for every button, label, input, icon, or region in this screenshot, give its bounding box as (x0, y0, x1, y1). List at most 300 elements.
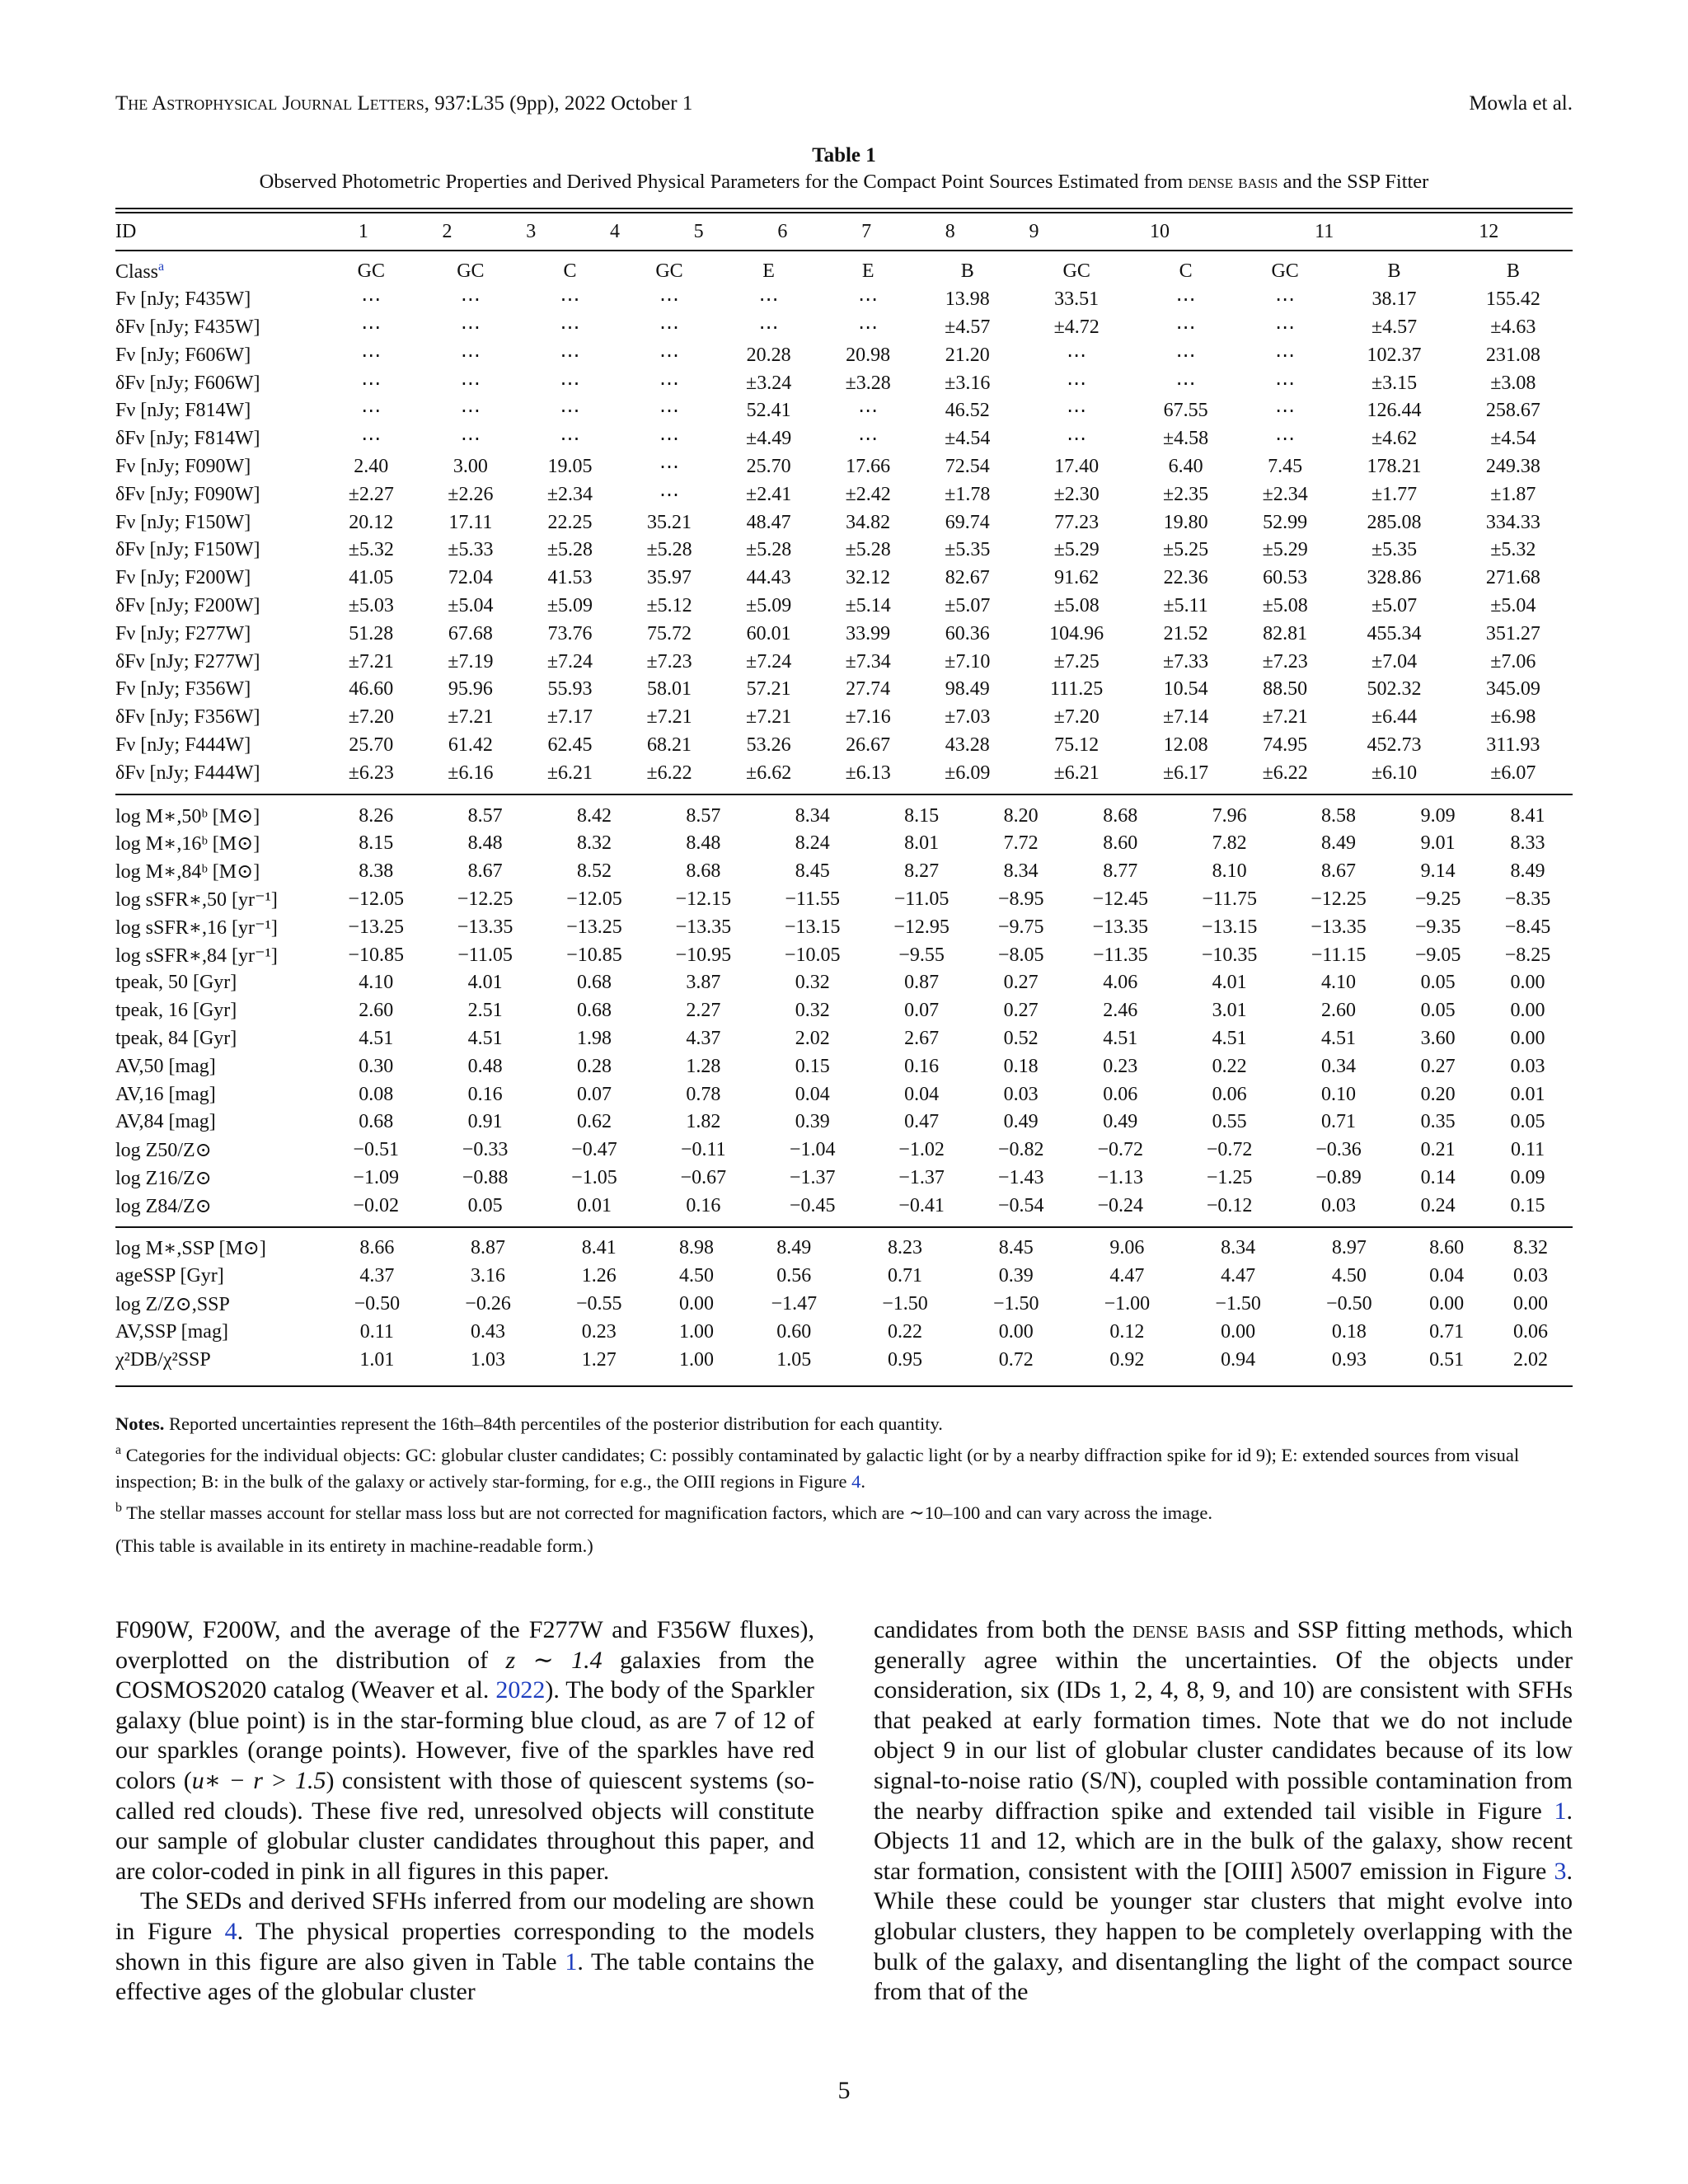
table-row (115, 830, 1573, 858)
table-cell: 249.38 (1485, 455, 1540, 477)
table-cell: −13.25 (566, 916, 622, 938)
table-cell: −8.95 (997, 888, 1044, 910)
table-cell: 8.26 (359, 804, 394, 827)
row-label: Fν [nJy; F444W] (115, 733, 251, 756)
table-cell: 10.54 (1163, 678, 1208, 701)
table-cell: ±3.08 (1490, 372, 1536, 394)
table-cell: 4.50 (1331, 1265, 1367, 1287)
table-cell: −12.25 (457, 888, 513, 910)
table-cell: 8.77 (1103, 860, 1138, 883)
footnote-b: $^b$ The stellar masses account for stellar mass loss but are not corrected for magnification factors, which are ∼10–100 and can vary across the image. (115, 1501, 1212, 1523)
table-cell: ±6.10 (1371, 762, 1418, 784)
table-cell: 0.16 (904, 1055, 940, 1077)
table-cell: 4.37 (359, 1265, 395, 1287)
table-cell: −0.67 (680, 1166, 727, 1188)
running-authors: Mowla et al. (1469, 92, 1573, 115)
table-cell: 34.82 (846, 511, 891, 533)
table-cell: ±2.30 (1053, 483, 1100, 505)
table-cell: −8.05 (997, 944, 1044, 966)
table-cell: 452.73 (1367, 733, 1422, 756)
table-cell: 0.71 (1429, 1320, 1465, 1343)
table-cell: 8.67 (467, 860, 503, 883)
table-row (115, 802, 1573, 830)
table-cell: ⋯ (1275, 401, 1296, 423)
table-cell: 8.57 (467, 804, 503, 827)
table-cell: 0.68 (576, 972, 612, 994)
table-cell: ±2.34 (1262, 483, 1308, 505)
row-label: Fν [nJy; F150W] (115, 511, 251, 533)
table-cell: ±7.21 (646, 706, 692, 729)
table-header (115, 213, 1573, 250)
table-cell: 2.60 (359, 1000, 394, 1022)
table-cell: 0.05 (1510, 1111, 1545, 1133)
figure-3-link[interactable]: 3 (1554, 1857, 1567, 1885)
table-cell: 35.97 (647, 567, 692, 589)
table-cell: −12.45 (1092, 888, 1149, 910)
table-cell: −8.25 (1504, 944, 1551, 966)
table-cell: −12.15 (675, 888, 732, 910)
table-cell: −1.00 (1104, 1293, 1151, 1315)
table-cell: 8.32 (576, 832, 612, 855)
table-cell: −11.15 (1311, 944, 1367, 966)
table-cell: −0.47 (571, 1139, 617, 1161)
class-label: Class$^a$ (115, 260, 165, 284)
table-cell: ±5.35 (945, 539, 991, 561)
row-label: Fν [nJy; F356W] (115, 678, 251, 701)
table-cell: ±6.21 (546, 762, 593, 784)
table-cell: ⋯ (361, 429, 382, 451)
table-cell: 57.21 (746, 678, 791, 701)
table-cell: 0.07 (576, 1083, 612, 1105)
table-cell: 52.99 (1263, 511, 1308, 533)
table-cell: ⋯ (460, 429, 481, 451)
row-label: δFν [nJy; F200W] (115, 594, 260, 616)
table-row (115, 997, 1573, 1025)
id-header-cell: 3 (526, 220, 537, 242)
id-header-cell: 9 (1029, 220, 1039, 242)
table-cell: 53.26 (746, 733, 791, 756)
table-cell: 0.68 (359, 1111, 394, 1133)
footnote-a-marker[interactable]: a (158, 260, 165, 274)
table-cell: 0.27 (1420, 1055, 1456, 1077)
table-cell: −12.05 (566, 888, 622, 910)
table-cell: ⋯ (1067, 429, 1087, 451)
row-label: ageSSP [Gyr] (115, 1265, 224, 1287)
table-cell: 8.15 (904, 804, 940, 827)
table-cell: 258.67 (1485, 400, 1540, 422)
table-cell: 4.37 (686, 1027, 721, 1049)
table-cell: 58.01 (647, 678, 692, 701)
left-paragraph-2: The SEDs and derived SFHs inferred from our modeling are shown in Figure 4. The physical properties corresponding to the models shown in this figure are also given in Table 1. The table contains the effective ages of the globular cluster (115, 1887, 814, 2006)
table-cell: 8.24 (795, 832, 830, 855)
row-label: δFν [nJy; F356W] (115, 706, 260, 729)
table-bottom-rule (115, 1385, 1573, 1387)
table-row (115, 1291, 1573, 1319)
table-row (115, 732, 1573, 760)
table-cell: −13.35 (1311, 916, 1367, 938)
ssp-section (115, 1228, 1573, 1380)
left-paragraph-1: F090W, F200W, and the average of the F277W and F356W fluxes), overplotted on the distribution of z ∼ 1.4 galaxies from the COSMOS2020 catalog (Weaver et al. 2022). The body of the Sparkler galaxy (blue point) is in the star-forming blue cloud, as are 7 of 12 of our sparkles (orange points). However, five of the sparkles have red colors (u∗ − r > 1.5) consistent with those of quiescent systems (so-called red clouds). These five red, unresolved objects will constitute our sample of globular cluster candidates throughout this paper, and are color-coded in pink in all figures in this paper. (115, 1616, 814, 1885)
table-cell: −13.25 (348, 916, 404, 938)
class-cell: E (861, 260, 874, 283)
table-row (115, 969, 1573, 997)
table-cell: −9.35 (1414, 916, 1461, 938)
table-cell: 0.00 (679, 1293, 715, 1315)
table-cell: 2.02 (795, 1027, 830, 1049)
table-cell: ±7.24 (546, 650, 593, 673)
table-cell: 1.82 (686, 1111, 721, 1133)
table-cell: ⋯ (361, 344, 382, 367)
table-cell: ±7.33 (1162, 650, 1209, 673)
table-cell: −1.02 (898, 1139, 945, 1161)
table-cell: 4.47 (1109, 1265, 1145, 1287)
table-cell: 8.97 (1331, 1237, 1367, 1259)
notes-line: Notes. Reported uncertainties represent the 16th–84th percentiles of the posterior distribution for each quantity. (115, 1413, 943, 1434)
table-cell: ±7.23 (1262, 650, 1308, 673)
table-cell: 0.20 (1420, 1083, 1456, 1105)
table-cell: ⋯ (659, 373, 680, 395)
table-cell: 8.45 (998, 1237, 1034, 1259)
table-row (115, 620, 1573, 648)
table-cell: 0.22 (888, 1320, 922, 1343)
table-cell: 9.06 (1109, 1237, 1145, 1259)
table-row (115, 704, 1573, 732)
table-cell: 0.11 (1510, 1139, 1545, 1161)
table-cell: 48.47 (746, 511, 791, 533)
table-row (115, 1192, 1573, 1220)
table-cell: 102.37 (1367, 344, 1422, 366)
row-label: δFν [nJy; F150W] (115, 539, 260, 561)
table-cell: 52.41 (746, 400, 791, 422)
table-cell: 8.98 (679, 1237, 715, 1259)
table-cell: 178.21 (1367, 455, 1422, 477)
table-row (115, 858, 1573, 886)
table-cell: −9.55 (898, 944, 945, 966)
id-header-cell: 11 (1315, 220, 1334, 242)
table-caption: Observed Photometric Properties and Derived Physical Parameters for the Compact Point Sources Estimated from dense basis and the SSP Fitter (259, 171, 1429, 193)
row-label: δFν [nJy; F444W] (115, 762, 260, 784)
table-cell: 8.27 (904, 860, 940, 883)
table-cell: 67.68 (448, 622, 493, 644)
table-cell: −1.47 (771, 1293, 818, 1315)
table-cell: ±3.28 (845, 372, 891, 394)
table-cell: 0.30 (359, 1055, 394, 1077)
table-cell: 3.01 (1212, 1000, 1247, 1022)
table-cell: 0.00 (1510, 1000, 1545, 1022)
table-cell: ±4.57 (945, 316, 991, 338)
id-header-cell: 10 (1150, 220, 1170, 242)
table-cell: 7.72 (1003, 832, 1039, 855)
table-cell: −0.02 (353, 1194, 399, 1216)
table-cell: 8.45 (795, 860, 830, 883)
table-cell: 0.06 (1513, 1320, 1548, 1343)
table-cell: 43.28 (945, 733, 990, 756)
table-cell: ±1.78 (945, 483, 991, 505)
row-label: tpeak, 50 [Gyr] (115, 972, 237, 994)
row-label: log Z84/Z⊙ (115, 1195, 212, 1217)
photometry-section (115, 251, 1573, 794)
table-cell: 55.93 (547, 678, 593, 701)
table-cell: ⋯ (560, 289, 580, 312)
table-cell: 271.68 (1485, 567, 1540, 589)
table-cell: ⋯ (1275, 373, 1296, 395)
table-row (115, 886, 1573, 914)
table-cell: 0.39 (998, 1265, 1034, 1287)
row-label: log M∗,84ᵇ [M⊙] (115, 861, 260, 883)
table-cell: −13.35 (457, 916, 513, 938)
table-cell: −0.51 (353, 1139, 399, 1161)
table-cell: 0.35 (1420, 1111, 1456, 1133)
table-cell: 0.24 (1420, 1194, 1456, 1216)
table-cell: ⋯ (560, 344, 580, 367)
table-cell: ±7.21 (746, 706, 792, 729)
table-cell: −12.05 (348, 888, 404, 910)
table-cell: 33.99 (846, 622, 891, 644)
table-cell: ⋯ (659, 401, 680, 423)
table-cell: 51.28 (349, 622, 394, 644)
figure-1-link[interactable]: 1 (1554, 1797, 1567, 1825)
table-title: Table 1 (812, 144, 876, 166)
table-cell: 8.20 (1003, 804, 1039, 827)
table-cell: 1.26 (581, 1265, 617, 1287)
table-cell: 0.12 (1109, 1320, 1145, 1343)
table-cell: 8.66 (359, 1237, 395, 1259)
table-cell: 8.33 (1510, 832, 1545, 855)
class-cell: C (1179, 260, 1193, 283)
table-cell: 4.51 (1321, 1027, 1357, 1049)
table-cell: 8.60 (1429, 1237, 1465, 1259)
table-cell: −13.35 (675, 916, 732, 938)
table-cell: 17.11 (448, 511, 493, 533)
running-header (115, 92, 1573, 122)
table-cell: ⋯ (659, 289, 680, 312)
table-cell: 8.58 (1321, 804, 1357, 827)
right-paragraph: candidates from both the dense basis and SSP fitting methods, which generally agree within the uncertainties. Of the objects under consideration, six (IDs 1, 2, 4, 8, 9, and 10) are consistent with SFHs that peaked at early formation times. Note that we do not include object 9 in our list of globular cluster candidates because of its low signal-to-noise ratio (S/N), coupled with possible contamination from the nearby diffraction spike and extended tail visible in Figure 1. Objects 11 and 12, which are in the bulk of the galaxy, show recent star formation, consistent with the [OIII] λ5007 emission in Figure 3. While these could be younger star clusters that might evolve into globular clusters, they happen to be completely overlapping with the bulk of the galaxy, and disentangling the light of the compact source from that of the (874, 1616, 1573, 2006)
table-cell: 4.50 (679, 1265, 715, 1287)
table-cell: ±5.14 (845, 594, 891, 616)
table-cell: ⋯ (858, 401, 879, 423)
table-cell: ⋯ (1067, 401, 1087, 423)
table-cell: ±7.04 (1371, 650, 1418, 673)
table-cell: 0.03 (1003, 1083, 1039, 1105)
row-label: δFν [nJy; F606W] (115, 372, 260, 394)
table-cell: ±7.14 (1162, 706, 1209, 729)
table-cell: 0.21 (1420, 1139, 1456, 1161)
table-cell: 44.43 (746, 567, 791, 589)
table-cell: −1.25 (1206, 1166, 1253, 1188)
table-cell: −12.25 (1311, 888, 1367, 910)
table-cell: 0.05 (1420, 1000, 1456, 1022)
table-cell: 0.01 (576, 1194, 612, 1216)
table-row (115, 1108, 1573, 1137)
table-1-link[interactable]: 1 (565, 1947, 578, 1975)
table-cell: −1.05 (571, 1166, 617, 1188)
table-cell: 20.28 (746, 344, 791, 366)
id-header-cell: 1 (358, 220, 368, 242)
table-cell: ±5.04 (448, 594, 494, 616)
table-cell: 8.34 (1221, 1237, 1256, 1259)
table-cell: ±6.09 (945, 762, 991, 784)
table-cell: 0.68 (576, 1000, 612, 1022)
weaver-2022-link[interactable]: 2022 (495, 1676, 546, 1704)
row-label: AV,50 [mag] (115, 1055, 216, 1077)
table-cell: 8.68 (1103, 804, 1138, 827)
table-cell: ⋯ (659, 456, 680, 478)
table-cell: −1.37 (898, 1166, 945, 1188)
table-cell: 4.47 (1221, 1265, 1256, 1287)
table-cell: 20.98 (846, 344, 891, 366)
table-cell: ±7.16 (845, 706, 891, 729)
row-label: log sSFR∗,16 [yr⁻¹] (115, 916, 278, 939)
row-label: Fν [nJy; F606W] (115, 344, 251, 366)
table-cell: ⋯ (858, 316, 879, 339)
table-cell: ⋯ (1175, 289, 1196, 312)
table-cell: ±7.24 (746, 650, 792, 673)
table-cell: 22.25 (547, 511, 593, 533)
table-cell: ±5.07 (945, 594, 991, 616)
table-cell: ±4.54 (945, 428, 991, 450)
table-cell: ±7.34 (845, 650, 891, 673)
table-cell: ±6.22 (646, 762, 692, 784)
table-cell: 4.10 (359, 972, 394, 994)
table-cell: 68.21 (647, 733, 692, 756)
table-cell: −0.33 (462, 1139, 509, 1161)
row-label: Fν [nJy; F814W] (115, 400, 251, 422)
table-cell: ⋯ (460, 373, 481, 395)
table-cell: ⋯ (659, 484, 680, 506)
table-cell: 60.01 (746, 622, 791, 644)
table-cell: −1.04 (789, 1139, 836, 1161)
table-cell: 0.55 (1212, 1111, 1247, 1133)
table-cell: 8.60 (1103, 832, 1138, 855)
table-cell: 1.03 (471, 1348, 506, 1371)
table-cell: −11.35 (1092, 944, 1148, 966)
table-cell: ±7.17 (546, 706, 593, 729)
table-cell: 0.28 (576, 1055, 612, 1077)
left-column (115, 1615, 814, 2008)
table-cell: ⋯ (1275, 344, 1296, 367)
table-cell: 0.00 (1510, 1027, 1545, 1049)
table-row (115, 509, 1573, 537)
row-label: AV,SSP [mag] (115, 1320, 228, 1343)
table-cell: ±4.57 (1371, 316, 1418, 338)
table-cell: 1.00 (679, 1320, 715, 1343)
table-cell: 91.62 (1054, 567, 1100, 589)
table-cell: 0.00 (1510, 972, 1545, 994)
table-cell: −13.15 (784, 916, 841, 938)
id-header: ID (115, 220, 137, 242)
table-cell: 0.72 (998, 1348, 1034, 1371)
table-cell: 0.05 (467, 1194, 503, 1216)
table-cell: ±5.07 (1371, 594, 1418, 616)
table-cell: ±7.21 (1262, 706, 1308, 729)
table-cell: 0.06 (1212, 1083, 1247, 1105)
table-cell: 7.45 (1268, 455, 1303, 477)
table-cell: 1.98 (576, 1027, 612, 1049)
table-cell: 0.00 (1221, 1320, 1256, 1343)
id-header-cell: 7 (861, 220, 872, 242)
table-cell: 0.06 (1103, 1083, 1138, 1105)
table-cell: ±5.33 (448, 539, 494, 561)
table-cell: 0.18 (1331, 1320, 1367, 1343)
table-cell: ±2.34 (546, 483, 593, 505)
table-cell: 35.21 (647, 511, 692, 533)
table-cell: 8.68 (686, 860, 721, 883)
table-cell: ±5.29 (1262, 539, 1308, 561)
table-cell: 19.80 (1163, 511, 1208, 533)
table-cell: −13.35 (1092, 916, 1149, 938)
table-cell: ⋯ (560, 373, 580, 395)
table-cell: ⋯ (361, 289, 382, 312)
class-row (115, 258, 1573, 286)
table-cell: −0.12 (1206, 1194, 1253, 1216)
table-cell: ±7.20 (348, 706, 394, 729)
table-cell: −0.50 (1326, 1293, 1372, 1315)
table-cell: ±7.10 (945, 650, 991, 673)
table-cell: ⋯ (1175, 316, 1196, 339)
table-cell: 0.60 (776, 1320, 812, 1343)
table-cell: 311.93 (1486, 733, 1540, 756)
table-row (115, 537, 1573, 565)
table-cell: −9.05 (1414, 944, 1461, 966)
table-cell: ±4.63 (1490, 316, 1536, 338)
table-cell: ±7.19 (448, 650, 494, 673)
table-cell: ⋯ (1275, 429, 1296, 451)
table-cell: 7.82 (1212, 832, 1247, 855)
table-cell: −0.55 (575, 1293, 622, 1315)
row-label: χ²DB/χ²SSP (115, 1348, 211, 1371)
table-cell: ±5.32 (348, 539, 394, 561)
table-cell: ±7.21 (448, 706, 494, 729)
table-cell: −0.72 (1097, 1139, 1144, 1161)
table-cell: ±5.28 (546, 539, 593, 561)
table-cell: 0.04 (795, 1083, 830, 1105)
table-cell: ±5.11 (1163, 594, 1208, 616)
table-cell: 2.60 (1321, 1000, 1357, 1022)
table-cell: 4.01 (467, 972, 503, 994)
table-cell: 0.16 (686, 1194, 721, 1216)
table-cell: 328.86 (1367, 567, 1422, 589)
table-cell: 0.34 (1321, 1055, 1357, 1077)
class-cell: C (563, 260, 577, 283)
figure-4-body-link[interactable]: 4 (224, 1917, 237, 1945)
table-cell: −11.05 (893, 888, 950, 910)
table-cell: 22.36 (1163, 567, 1208, 589)
row-label: δFν [nJy; F090W] (115, 483, 260, 505)
table-row (115, 941, 1573, 969)
table-cell: ⋯ (1275, 289, 1296, 312)
table-cell: 19.05 (547, 455, 593, 477)
table-cell: 0.39 (795, 1111, 830, 1133)
table-cell: ±2.35 (1162, 483, 1209, 505)
table-cell: 4.51 (1212, 1027, 1247, 1049)
table-cell: 26.67 (846, 733, 891, 756)
table-cell: 155.42 (1485, 288, 1540, 311)
table-cell: 9.09 (1420, 804, 1456, 827)
table-cell: ±6.62 (746, 762, 792, 784)
table-cell: ⋯ (1175, 344, 1196, 367)
figure-4-link[interactable]: 4 (851, 1471, 861, 1492)
table-cell: 0.52 (1003, 1027, 1039, 1049)
table-cell: ⋯ (1175, 373, 1196, 395)
table-cell: 0.49 (1003, 1111, 1039, 1133)
table-cell: 1.05 (776, 1348, 812, 1371)
table-cell: 0.27 (1003, 972, 1039, 994)
table-cell: 74.95 (1263, 733, 1308, 756)
table-cell: 27.74 (846, 678, 891, 701)
table-cell: −1.50 (992, 1293, 1039, 1315)
table-cell: 0.08 (359, 1083, 394, 1105)
